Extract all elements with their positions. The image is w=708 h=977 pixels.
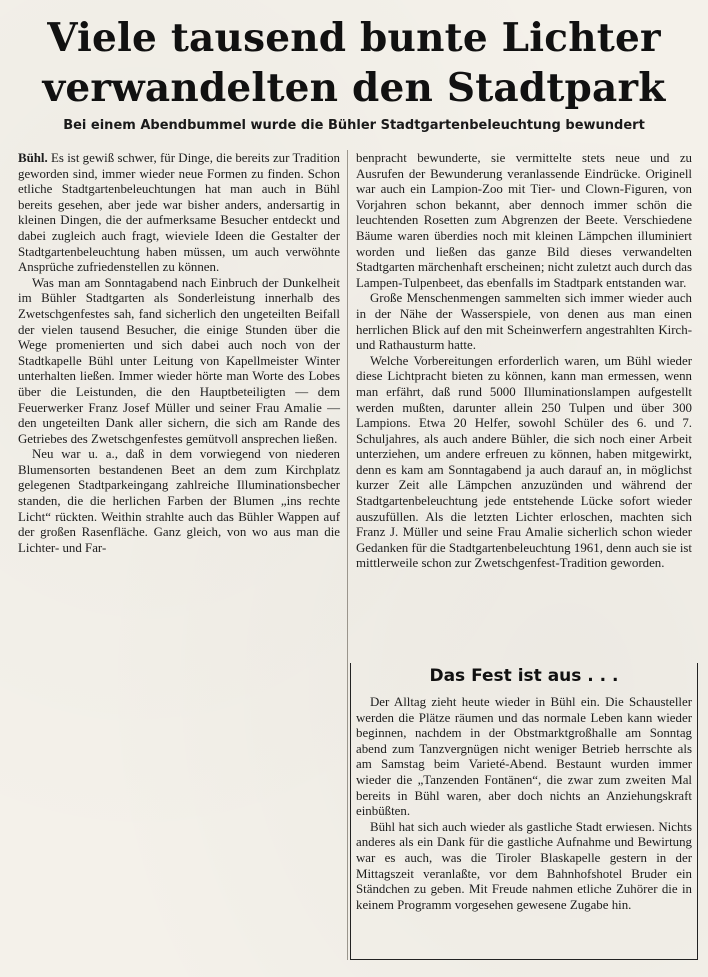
box-rule-right xyxy=(697,663,698,960)
left-paragraph-1-text: Es ist gewiß schwer, für Dinge, die bereits zur Tradition geworden sind, immer wieder neue Formen zu finden. Schon etliche Stadtgartenbeleuchtungen hat man auch in Bühl bereits gesehen, aber jede war bisher anders, andersartig in kleinen Dingen, die der aufmerksame Besucher entdeckt und dabei zugleich auch fragt, wieviele Ideen die Gestalter der Stadtgartenbeleuchtung haben müssen, um auch verwöhnte Ansprüche zufriedenstellen zu können. xyxy=(18,151,340,275)
box-heading: Das Fest ist aus . . . xyxy=(429,666,619,686)
left-paragraph-3: Neu war u. a., daß in dem vorwiegend von niederen Blumensorten bestandenen Beet an dem zum Kirchplatz gelegenen Stadtparkeingang zahlreiche Illuminationsbecher standen, die die herlichen Farben der Blumen „ins rechte Licht“ rückten. Weithin strahlte auch das Bühler Wappen auf der großen Rasenfläche. Ganz gleich, von wo aus man die Lichter- und Far- xyxy=(18,447,340,555)
box-paragraph-2: Bühl hat sich auch wieder als gastliche Stadt erwiesen. Nichts anderes als ein Dank für die gastliche Aufnahme und Bewirtung war es auch, was die Tiroler Blaskapelle gestern in der Mittagszeit veranlaßte, vor dem Bahnhofshotel Bruder ein Ständchen zu geben. Mit Freude nahmen etliche Zuhörer die in keinem Programm vorgesehen gewesene Zugabe hin. xyxy=(356,819,692,912)
right-paragraph-2: Große Menschenmengen sammelten sich immer wieder auch in der Nähe der Wasserspiele, von denen aus man einen herrlichen Blick auf den mit Scheinwerfern angestrahlten Kirch- und Rathausturm hatte. xyxy=(356,291,692,353)
box-rule-left xyxy=(350,663,351,960)
headline-line-1: Viele tausend bunte Lichter xyxy=(47,15,661,61)
box-body xyxy=(356,695,692,913)
headline-line-2: verwandelten den Stadtpark xyxy=(42,65,666,111)
subheadline: Bei einem Abendbummel wurde die Bühler Stadtgartenbeleuchtung bewundert xyxy=(63,118,645,133)
right-paragraph-3: Welche Vorbereitungen erforderlich waren, um Bühl wieder diese Lichtpracht bieten zu können, kann man ermessen, wenn man erfährt, daß rund 5000 Illuminationslampen aufgestellt werden mußten, darunter allein 250 Tulpen und über 300 Lampions. Etwa 20 Helfer, sowohl Schüler des 6. und 7. Schuljahres, als auch andere Bühler, die sich noch einer Arbeit unterziehen, um andere erfreuen zu können, haben mitgewirkt, denn es kam am Sonntagabend ja auch darauf an, in möglichst kurzer Zeit alle Lämpchen anzuzünden und während der Stadtgartenbeleuchtung jede entstehende Lücke sofort wieder auszufüllen. Als die letzten Lichter erloschen, machten sich Franz J. Müller und seine Frau Amalie sicherlich schon wieder Gedanken für die Stadtgartenbeleuchtung 1961, denn auch sie ist mittlerweile schon zur Zwetschgenfest-Tradition geworden. xyxy=(356,353,692,571)
column-divider xyxy=(347,150,348,960)
left-paragraph-2: Was man am Sonntagabend nach Einbruch der Dunkelheit im Bühler Stadtgarten als Sonderleistung innerhalb des Zwetschgenfestes sah, fand sicherlich den ungeteilten Beifall der vielen tausend Besucher, die einige Stunden über die Wege promenierten und sich dabei auch noch von der Stadtkapelle Bühl unter Leitung von Kapellmeister Winter unterhalten ließen. Immer wieder hörte man Worte des Lobes über die Leistunden, die den Hauptbeteiligten — dem Feuerwerker Franz Josef Müller und seiner Frau Amalie — den ungeteilten Dank aller sichern, die sich am Rande des Getriebes des Zwetschgenfestes gemütvoll ansprechen ließen. xyxy=(18,275,340,446)
right-paragraph-1: benpracht bewunderte, sie vermittelte stets neue und zu Ausrufen der Bewunderung veranlassende Eindrücke. Originell war auch ein Lampion-Zoo mit Tier- und Clown-Figuren, von Vorjahren schon bekannt, aber dennoch immer schön die leuchtenden Rosetten zum Abgrenzen der Beete. Verschiedene Bäume waren überdies noch mit kleinen Lämpchen illuminiert worden und ließen das ganze Bild dieses verwandelten Stadtgarten märchenhaft erscheinen; nicht zuletzt auch durch das Lampen-Tulpenbeet, das ebenfalls im Stadtpark entstanden war. xyxy=(356,151,692,290)
dateline: Bühl. xyxy=(18,151,48,165)
right-column xyxy=(356,151,692,572)
left-column xyxy=(18,151,340,556)
left-paragraph-1 xyxy=(18,151,340,276)
box-rule-bottom xyxy=(350,959,698,960)
box-paragraph-1: Der Alltag zieht heute wieder in Bühl ein. Die Schausteller werden die Plätze räumen und das normale Leben kann wieder beginnen, nachdem in der Obstmarktgroßhalle am Sonntag abend zum Tanzvergnügen nicht weniger Betrieb herrschte als am Samstag beim Varieté-Abend. Bestaunt wurden immer wieder die „Tanzenden Fontänen“, die zwar zum zweiten Mal bereits in Bühl waren, aber doch nichts an Anziehungskraft einbüßten. xyxy=(356,695,692,819)
